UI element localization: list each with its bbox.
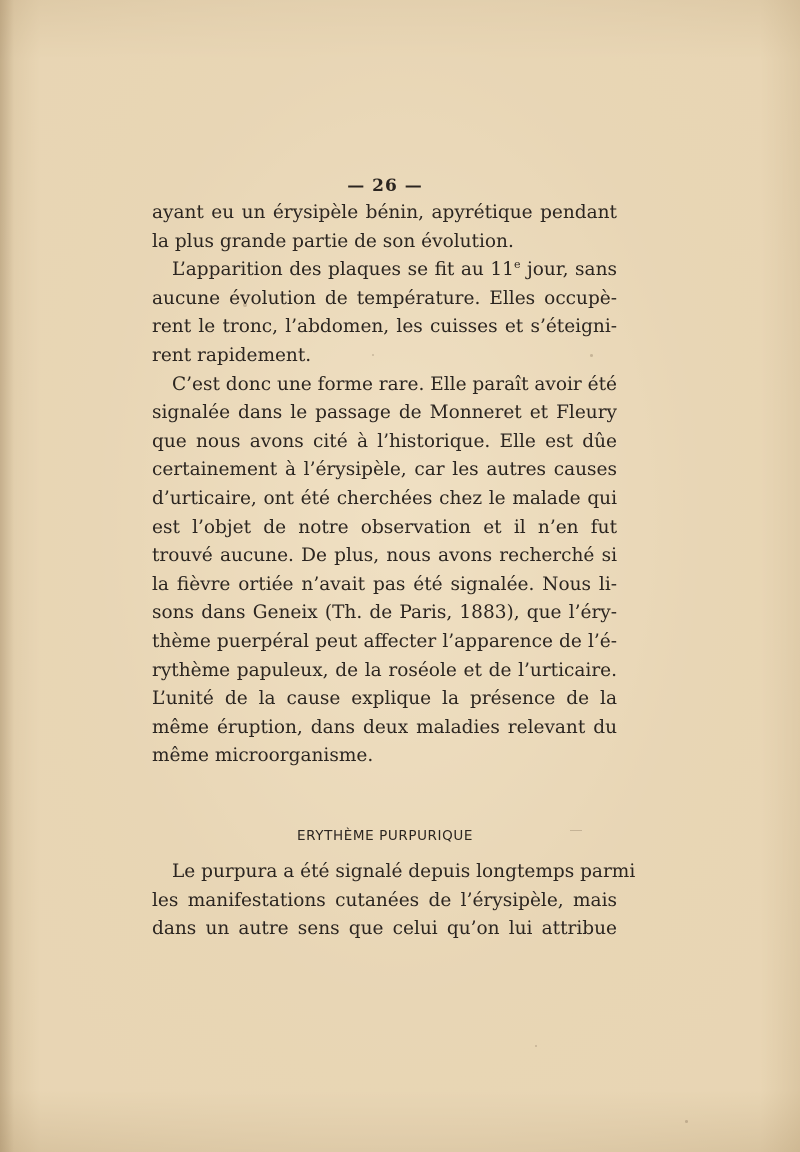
text-line: rent rapidement. (152, 344, 312, 366)
text-line: C’est donc une forme rare. Elle paraît avoir été (172, 373, 617, 395)
text-line: les manifestations cutanées de l’érysipèle, mais (152, 889, 617, 911)
text-line: aucune évolution de température. Elles occupè- (152, 287, 617, 309)
text-line: trouvé aucune. De plus, nous avons recherché si (152, 545, 617, 567)
section-body-text (152, 858, 636, 944)
text-line: signalée dans le passage de Monneret et Fleury (152, 402, 617, 424)
text-fragment: jour, sans (520, 259, 617, 281)
text-line: d’urticaire, ont été cherchées chez le malade qui (152, 487, 617, 509)
text-line: rent le tronc, l’abdomen, les cuisses et s’éteigni- (152, 316, 617, 338)
text-line: thème puerpéral peut affecter l’apparence de l’é- (152, 630, 617, 652)
paper-speck (535, 1045, 537, 1047)
paper-speck (372, 354, 374, 356)
page-number: — 26 — (347, 176, 423, 196)
text-line: la fièvre ortiée n’avait pas été signalée. Nous li- (152, 573, 617, 595)
superscript: e (513, 258, 521, 272)
text-line: certainement à l’érysipèle, car les autres causes (152, 459, 617, 481)
paper-speck (243, 303, 247, 307)
paper-speck (685, 1120, 688, 1123)
paper-speck (570, 830, 582, 831)
text-line: même microorganisme. (152, 745, 374, 767)
text-line: dans un autre sens que celui qu’on lui attribue (152, 918, 617, 940)
text-line: L’unité de la cause explique la présence de la (152, 688, 617, 710)
text-line (152, 256, 617, 285)
text-line: rythème papuleux, de la roséole et de l’urticaire. (152, 659, 617, 681)
paper-speck (590, 354, 593, 357)
text-line: est l’objet de notre observation et il n’en fut (152, 516, 617, 538)
text-line: que nous avons cité à l’historique. Elle est dûe (152, 430, 617, 452)
text-fragment: L’apparition des plaques se fit au 11 (172, 259, 514, 281)
text-line: même éruption, dans deux maladies relevant du (152, 716, 617, 738)
page-edge-shadow (0, 0, 14, 1152)
section-heading: ERYTHÈME PURPURIQUE (297, 828, 473, 844)
text-line: la plus grande partie de son évolution. (152, 230, 514, 252)
body-text (152, 199, 617, 771)
text-line: sons dans Geneix (Th. de Paris, 1883), que l’éry- (152, 602, 617, 624)
text-line: ayant eu un érysipèle bénin, apyrétique pendant (152, 202, 617, 223)
text-line: Le purpura a été signalé depuis longtemps parmi (172, 861, 636, 882)
